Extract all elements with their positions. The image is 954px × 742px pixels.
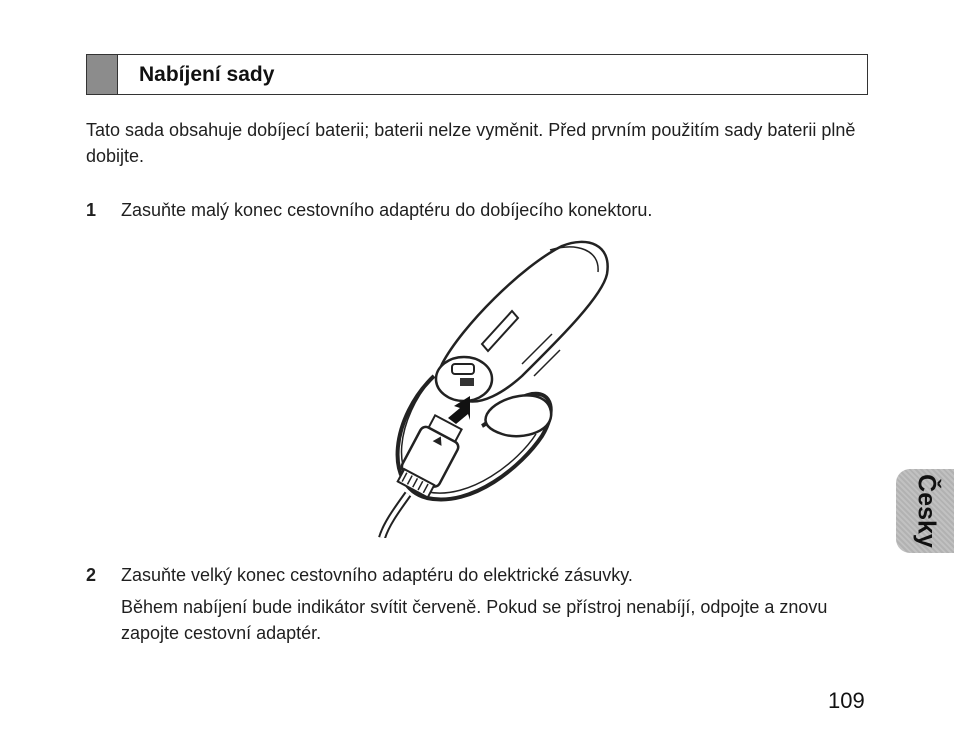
- step-1-number: 1: [86, 200, 97, 220]
- step-2: [86, 562, 846, 646]
- step-2-content: [121, 562, 846, 646]
- language-tab: [896, 469, 954, 553]
- page-number: 109: [828, 688, 865, 713]
- step-1-text: Zasuňte malý konec cestovního adaptéru do dobíjecího konektoru.: [121, 200, 653, 220]
- step-2-text: Zasuňte velký konec cestovního adaptéru do elektrické zásuvky.: [121, 565, 633, 585]
- step-2-number: 2: [86, 565, 97, 585]
- language-tab-label: Česky: [912, 474, 941, 548]
- section-header: [86, 54, 868, 95]
- section-marker: [87, 55, 118, 94]
- intro-paragraph: Tato sada obsahuje dobíjecí baterii; baterii nelze vyměnit. Před prvním použitím sady baterii plně dobijte.: [86, 120, 856, 166]
- step-1: [86, 197, 652, 223]
- headset-charging-illustration: [372, 236, 622, 538]
- section-title: Nabíjení sady: [139, 62, 275, 86]
- ear-gel: [485, 395, 551, 436]
- step-2-subtext: Během nabíjení bude indikátor svítit červeně. Pokud se přístroj nenabíjí, odpojte a znovu zapojte cestovní adaptér.: [121, 597, 828, 643]
